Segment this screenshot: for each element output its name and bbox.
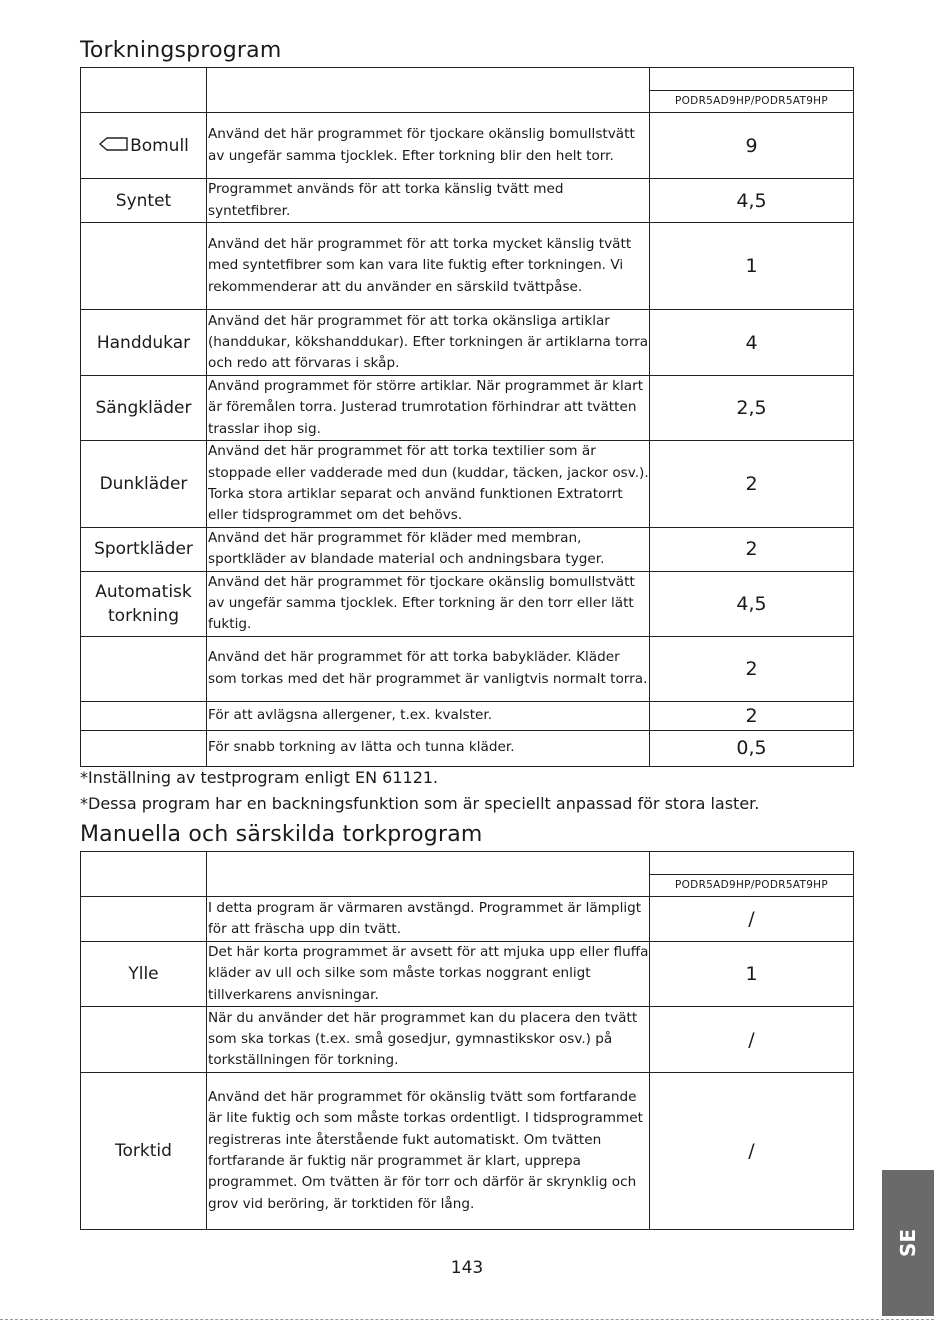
program-load: / [650,1073,854,1230]
program-description: Programmet används för att torka känslig tvätt med syntetfibrer. [207,179,650,223]
header-cell-program [81,68,207,113]
program-name: Automatisk torkning [81,571,207,636]
program-description: Använd det här programmet för kläder med membran, sportkläder av blandade material och andningsbara tyger. [207,528,650,572]
program-description: Använd det här programmet för tjockare okänslig bomullstvätt av ungefär samma tjocklek. Efter torkning blir den helt torr. [207,113,650,179]
manual-programs-table [80,851,854,1230]
program-description: Använd det här programmet för tjockare okänslig bomullstvätt av ungefär samma tjocklek. Efter torkning är den torr eller lätt fuktig. [207,571,650,636]
program-load: 1 [650,223,854,310]
program-name: Torktid [81,1073,207,1230]
program-description: Använd det här programmet för okänslig tvätt som fortfarande är lite fuktig och som måste torkas ordentligt. I tidsprogrammet registreras inte återstående fukt automatiskt. Om tvätten fortfarande är fuktig när programmet är klart, upprepa programmet. Om tvätten är för torr och därför är skrynklig och grov vid beröring, är torktiden för lång. [207,1073,650,1230]
program-name [81,730,207,766]
program-name-cell [81,113,207,179]
table-row [81,441,854,528]
program-name [81,636,207,701]
section-title-manual-programs: Manuella och särskilda torkprogram [80,822,483,847]
table-row [81,113,854,179]
table-row [81,942,854,1007]
program-load: 2 [650,701,854,730]
program-description: Det här korta programmet är avsett för att mjuka upp eller fluffa kläder av ull och silke som måste torkas noggrant enligt tillverkarens anvisningar. [207,942,650,1007]
program-description: Använd det här programmet för att torka textilier som är stoppade eller vadderade med dun (kuddar, täcken, jackor osv.). Torka stora artiklar separat och använd funktionen Extratorrt eller tidsprogrammet om det behövs. [207,441,650,528]
program-load: 1 [650,942,854,1007]
program-load: 2,5 [650,376,854,441]
program-load: / [650,1007,854,1073]
footnote-test-program: *Inställning av testprogram enligt EN 61121. [80,768,439,787]
table-row [81,310,854,376]
program-name: Bomull [130,135,189,156]
page-number: 143 [450,1258,484,1278]
program-description: Använd det här programmet för att torka babykläder. Kläder som torkas med det här programmet är vanligtvis normalt torra. [207,636,650,701]
program-name [81,1007,207,1073]
table-row [81,376,854,441]
footnote-reverse-function: *Dessa program har en backningsfunktion som är speciellt anpassad för stora laster. [80,794,760,813]
page-divider [0,1319,934,1320]
program-name: Ylle [81,942,207,1007]
program-description: När du använder det här programmet kan du placera den tvätt som ska torkas (t.ex. små gosedjur, gymnastikskor osv.) på torkställningen för torkning. [207,1007,650,1073]
table-row [81,730,854,766]
language-tab [882,1170,934,1316]
program-name [81,223,207,310]
table-row [81,1073,854,1230]
header-cell-program [81,852,207,897]
program-name: Dunkläder [81,441,207,528]
table-header-row [81,68,854,113]
section-title-drying-programs: Torkningsprogram [80,38,282,63]
program-load: / [650,897,854,942]
table-row [81,1007,854,1073]
program-load: 4,5 [650,571,854,636]
program-name [81,701,207,730]
program-load: 4,5 [650,179,854,223]
program-load: 4 [650,310,854,376]
cotton-icon [98,134,128,158]
header-cell-description [207,852,650,897]
program-name: Sängkläder [81,376,207,441]
table-row [81,701,854,730]
table-row [81,179,854,223]
program-description: I detta program är värmaren avstängd. Programmet är lämpligt för att fräscha upp din tvätt. [207,897,650,942]
program-load: 2 [650,636,854,701]
table-row [81,528,854,572]
model-label: PODR5AD9HP/PODR5AT9HP [650,90,853,112]
program-description: För snabb torkning av lätta och tunna kläder. [207,730,650,766]
header-cell-description [207,68,650,113]
table-row [81,636,854,701]
program-load: 2 [650,441,854,528]
program-name: Syntet [81,179,207,223]
program-name: Handdukar [81,310,207,376]
language-tab-label: SE [896,1228,920,1258]
program-load: 0,5 [650,730,854,766]
program-name: Sportkläder [81,528,207,572]
program-load: 2 [650,528,854,572]
program-description: Använd programmet för större artiklar. När programmet är klart är föremålen torra. Justerad trumrotation förhindrar att tvätten trasslar ihop sig. [207,376,650,441]
table-row [81,571,854,636]
header-cell-model [650,852,854,897]
model-label: PODR5AD9HP/PODR5AT9HP [650,874,853,896]
table-row [81,897,854,942]
program-description: För att avlägsna allergener, t.ex. kvalster. [207,701,650,730]
table-header-row [81,852,854,897]
header-cell-model [650,68,854,113]
table-row [81,223,854,310]
program-description: Använd det här programmet för att torka okänsliga artiklar (handdukar, kökshanddukar). Efter torkningen är artiklarna torra och redo att förvaras i skåp. [207,310,650,376]
program-description: Använd det här programmet för att torka mycket känslig tvätt med syntetfibrer som kan vara lite fuktig efter torkningen. Vi rekommenderar att du använder en särskild tvättpåse. [207,223,650,310]
program-load: 9 [650,113,854,179]
program-name [81,897,207,942]
drying-programs-table [80,67,854,767]
